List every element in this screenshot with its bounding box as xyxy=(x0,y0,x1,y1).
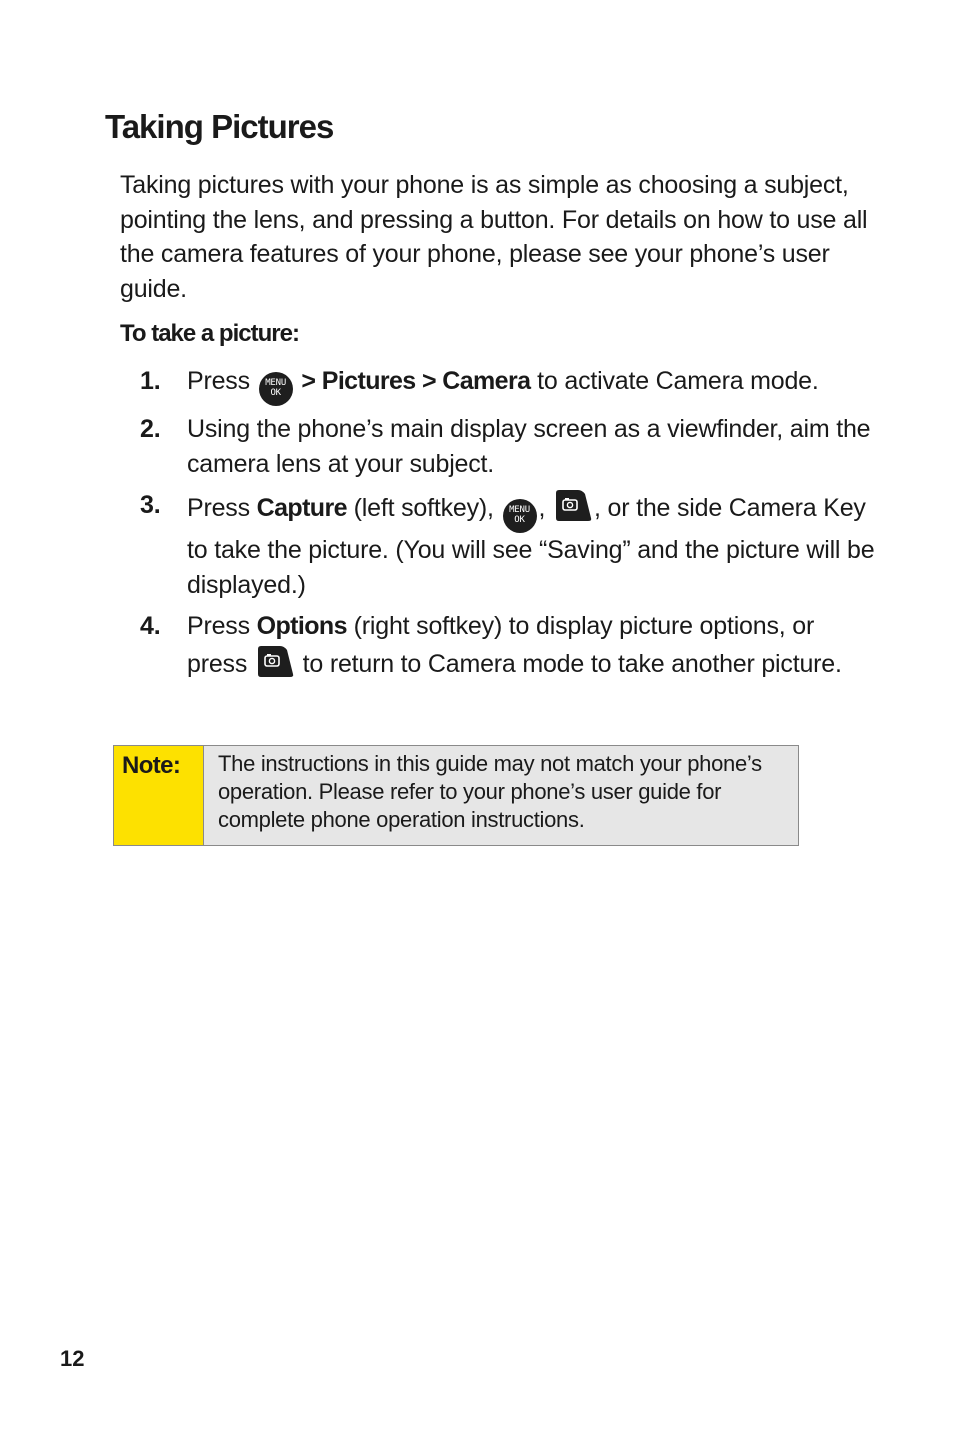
step-text: , xyxy=(538,494,553,522)
step-number: 1. xyxy=(140,367,161,395)
step-2 xyxy=(140,412,880,482)
camera-key-icon xyxy=(554,488,592,522)
step-number: 2. xyxy=(140,415,161,443)
step-text: (left softkey), xyxy=(346,494,501,522)
step-text: Using the phone’s main display screen as a viewfinder, aim the camera lens at your subject. xyxy=(187,415,871,478)
note-box xyxy=(113,745,799,846)
procedure-subhead: To take a picture: xyxy=(120,320,299,347)
note-text: The instructions in this guide may not match your phone’s operation. Please refer to your phone’s user guide for complete phone operation instructions. xyxy=(204,746,798,845)
menu-ok-key-icon: MENU OK xyxy=(503,499,537,533)
capture-softkey-label: Capture xyxy=(256,494,347,522)
note-label: Note: xyxy=(114,746,204,845)
intro-paragraph: Taking pictures with your phone is as simple as choosing a subject, pointing the lens, and pressing a button. For details on how to use all the camera features of your phone, please see your phone’s user guide. xyxy=(120,171,868,303)
step-text: Press xyxy=(187,494,257,522)
step-1 xyxy=(140,364,880,406)
step-text: Press xyxy=(187,612,257,640)
step-text: (right softkey) to display picture options, or press xyxy=(187,612,815,678)
step-number: 3. xyxy=(140,491,161,519)
step-text: Press xyxy=(187,367,257,395)
menu-ok-key-icon: MENU OK xyxy=(259,372,293,406)
step-text: to activate Camera mode. xyxy=(530,367,819,395)
step-4 xyxy=(140,609,880,682)
step-text: , or the side Camera Key to take the picture. (You will see “Saving” and the picture will be displayed.) xyxy=(187,494,875,599)
camera-key-icon xyxy=(256,644,294,678)
menu-path: > Pictures > Camera xyxy=(301,367,531,395)
page-number: 12 xyxy=(60,1346,85,1371)
step-number: 4. xyxy=(140,612,161,640)
page-heading: Taking Pictures xyxy=(105,108,334,145)
steps-list xyxy=(140,364,880,688)
step-3 xyxy=(140,488,880,603)
options-softkey-label: Options xyxy=(256,612,347,640)
step-text: to return to Camera mode to take another picture. xyxy=(295,650,842,678)
